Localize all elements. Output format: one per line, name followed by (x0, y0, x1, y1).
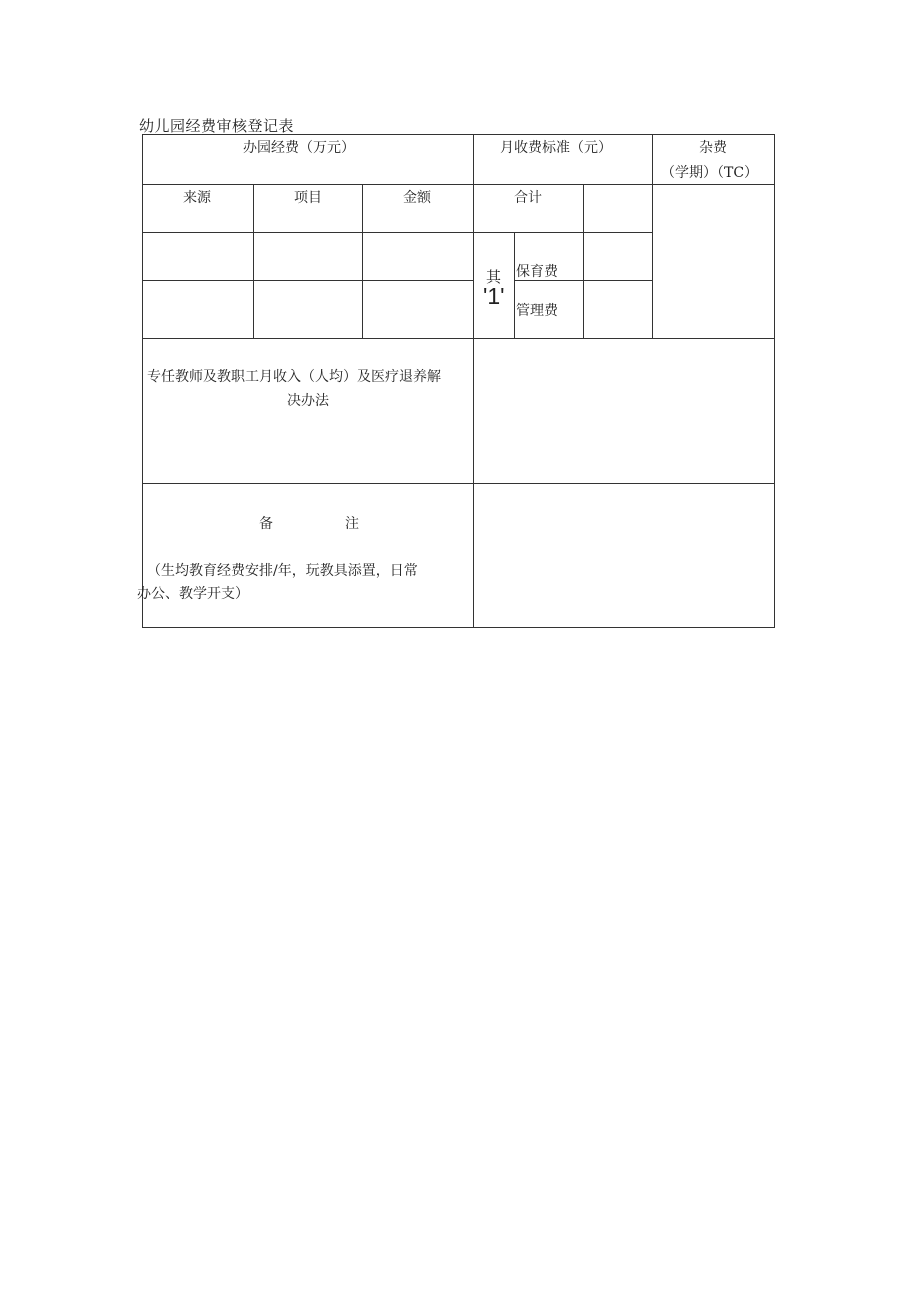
teacher-income-value-cell (473, 338, 775, 484)
item-header-cell (253, 184, 363, 233)
childcare-fee-value-cell (583, 232, 653, 281)
amount-header-cell (362, 184, 474, 233)
misc-fee-header-cell (652, 134, 775, 185)
monthly-fee-header: 月收费标准（元） (500, 140, 612, 156)
item-cell-row2 (253, 280, 363, 339)
item-header: 项目 (294, 190, 322, 206)
source-cell-row1 (142, 232, 254, 281)
teacher-income-label-line2: 决办法 (287, 393, 329, 409)
source-cell-row2 (142, 280, 254, 339)
childcare-fee-label-cell (514, 232, 584, 281)
management-fee-value-cell (583, 280, 653, 339)
of-which-cell (473, 232, 515, 339)
item-cell-row1 (253, 232, 363, 281)
funding-header: 办园经费（万元） (243, 140, 355, 156)
funding-header-cell (142, 134, 474, 185)
amount-header: 金额 (403, 190, 431, 206)
amount-cell-row2 (362, 280, 474, 339)
remarks-value-cell (473, 483, 775, 628)
remarks-note-line1: （生均教育经费安排/年，玩教具添置，日常 (147, 563, 418, 579)
amount-cell-row1 (362, 232, 474, 281)
remarks-note-line2: 办公、教学开支） (137, 586, 249, 602)
misc-fee-header-line1: 杂费 (699, 140, 727, 156)
of-which-label: 其 (486, 268, 502, 286)
total-header: 合计 (514, 190, 542, 206)
total-value-cell (583, 184, 653, 233)
remarks-label-second-char: 注 (345, 516, 359, 532)
registration-form-table (137, 134, 775, 628)
monthly-fee-header-cell (473, 134, 653, 185)
source-header-cell (142, 184, 254, 233)
misc-fee-header-line2: （学期）（TC） (661, 165, 759, 181)
total-header-cell (473, 184, 584, 233)
teacher-income-label-line1: 专任教师及教职工月收入（人均）及医疗退养解 (147, 369, 441, 385)
management-fee-label-cell (514, 280, 584, 339)
management-fee-label: 管理费 (516, 303, 558, 319)
remarks-label-first-char: 备 (259, 516, 273, 532)
of-which-mark: '1' (483, 283, 505, 309)
remarks-label-cell (137, 483, 474, 628)
source-header: 来源 (183, 190, 211, 206)
misc-fee-value-cell (652, 184, 775, 339)
teacher-income-label-cell (142, 338, 474, 484)
form-title: 幼儿园经费审核登记表 (139, 117, 295, 135)
childcare-fee-label: 保育费 (516, 264, 558, 280)
